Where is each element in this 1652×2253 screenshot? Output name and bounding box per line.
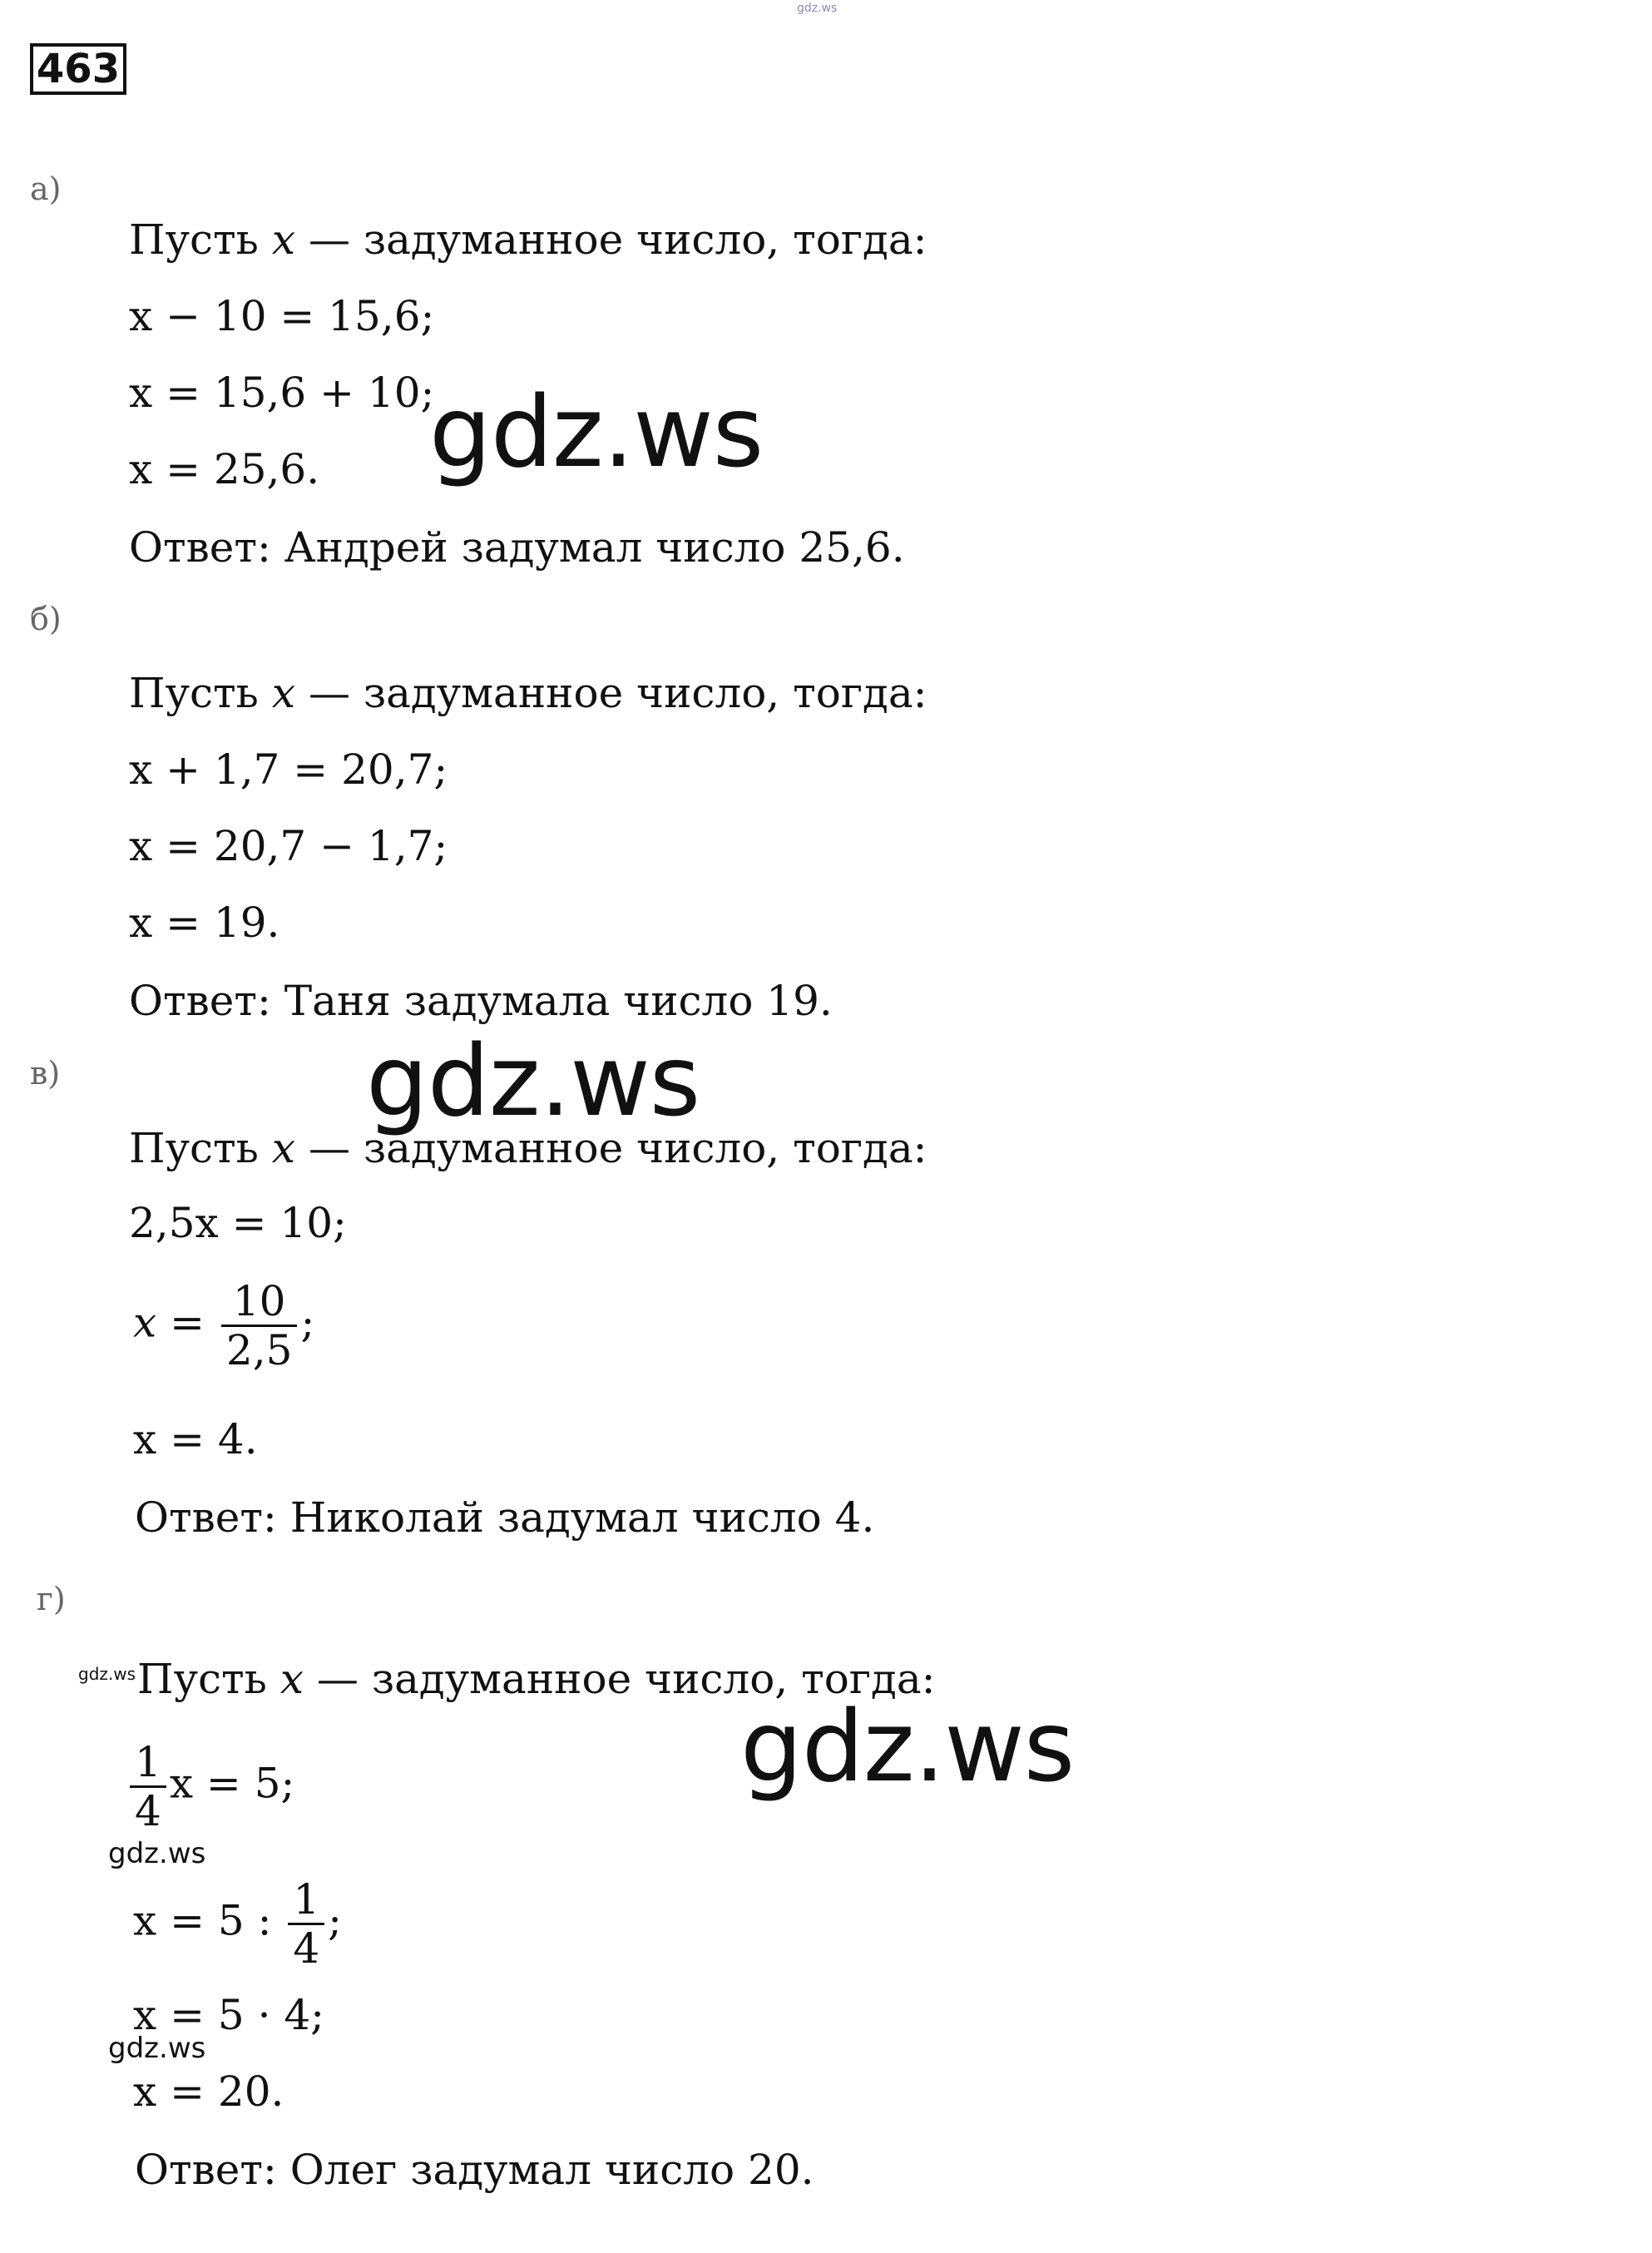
fraction-denominator: 4 [135, 1787, 161, 1835]
part-d-line-3: x = 5 · 4; [133, 1991, 325, 2039]
variable-x: x [271, 215, 296, 264]
line-rest: x = 5; [169, 1759, 295, 1808]
intro-word: Пусть [129, 215, 259, 264]
intro-word: Пусть [129, 669, 259, 717]
part-a-answer: Ответ: Андрей задумал число 25,6. [129, 523, 905, 572]
part-b-intro [129, 668, 927, 718]
fraction-10-over-2-5 [221, 1278, 298, 1374]
part-a-intro [129, 215, 927, 265]
watermark-3: gdz.ws [740, 1689, 1075, 1804]
part-c-intro [129, 1123, 927, 1173]
watermark-small-2: gdz.ws [108, 2032, 206, 2065]
fraction-1-over-4 [288, 1876, 324, 1972]
part-a-line-1: x − 10 = 15,6; [129, 292, 435, 340]
part-a-label: а) [30, 171, 62, 207]
fraction-numerator: 10 [221, 1278, 298, 1327]
part-a-line-2: x = 15,6 + 10; [129, 369, 435, 417]
part-d-line-1 [126, 1739, 294, 1835]
fraction-numerator: 1 [130, 1739, 166, 1788]
variable-x: x [133, 1298, 157, 1347]
part-c-line-1: 2,5x = 10; [129, 1199, 347, 1247]
part-c-answer: Ответ: Николай задумал число 4. [135, 1493, 875, 1542]
part-d-answer: Ответ: Олег задумал число 20. [135, 2146, 814, 2194]
intro-word: Пусть [137, 1655, 267, 1703]
watermark-small-1: gdz.ws [108, 1837, 206, 1870]
intro-rest: — задуманное число, тогда: [308, 215, 927, 264]
fraction-numerator: 1 [288, 1876, 324, 1925]
watermark-2: gdz.ws [366, 1023, 700, 1138]
variable-x: x [271, 1124, 296, 1172]
fraction-denominator: 4 [293, 1924, 320, 1973]
part-b-line-3: x = 19. [129, 899, 280, 947]
intro-rest: — задуманное число, тогда: [316, 1655, 936, 1703]
intro-word: Пусть [129, 1124, 259, 1172]
fraction-denominator: 2,5 [225, 1326, 293, 1374]
part-d-line-2 [133, 1876, 342, 1972]
top-watermark: gdz.ws [797, 2, 838, 15]
part-c-line-3: x = 4. [133, 1415, 258, 1463]
line-left: x = 5 : [133, 1896, 272, 1945]
equals-sign: = [170, 1298, 205, 1347]
part-b-line-2: x = 20,7 − 1,7; [129, 822, 448, 870]
part-c-label: в) [30, 1055, 61, 1092]
variable-x: x [271, 669, 296, 717]
intro-rest: — задуманное число, тогда: [308, 669, 927, 717]
part-d-line-4: x = 20. [133, 2067, 284, 2116]
part-a-line-3: x = 25,6. [129, 445, 320, 493]
variable-x: x [279, 1655, 304, 1703]
watermark-1: gdz.ws [429, 374, 764, 489]
problem-number: 463 [30, 43, 126, 95]
intro-rest: — задуманное число, тогда: [308, 1124, 927, 1172]
semicolon: ; [328, 1896, 343, 1945]
part-b-label: б) [30, 601, 62, 637]
part-c-line-2 [133, 1278, 314, 1374]
part-b-answer: Ответ: Таня задумала число 19. [129, 977, 833, 1025]
semicolon: ; [300, 1298, 315, 1347]
part-d-label: г) [37, 1581, 66, 1617]
part-b-line-1: x + 1,7 = 20,7; [129, 745, 448, 794]
watermark-tiny: gdz.ws [78, 1664, 136, 1684]
fraction-1-over-4 [130, 1739, 166, 1835]
